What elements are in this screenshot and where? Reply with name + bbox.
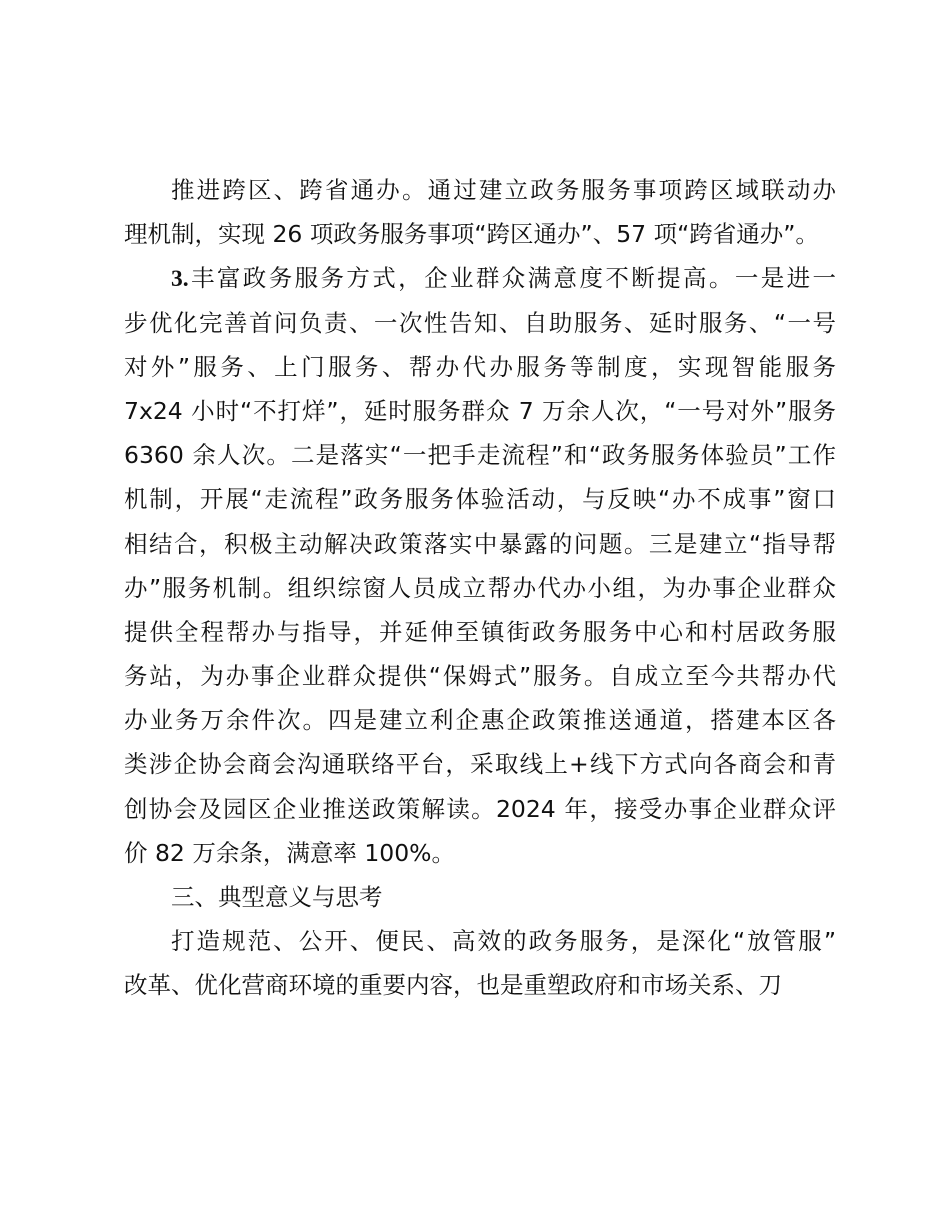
- paragraph-line: [124, 168, 836, 212]
- paragraph-line: [124, 963, 836, 1007]
- text-span: 创协会及园区企业推送政策解读。2024 年，接受办事企业群众评: [124, 794, 836, 823]
- paragraph-line: [124, 698, 836, 742]
- text-span: 步优化完善首问负责、一次性告知、自助服务、延时服务、“一号: [124, 308, 836, 337]
- heading-text: 三、典型意义与思考: [171, 883, 383, 911]
- paragraph-line: [124, 212, 836, 256]
- section-number: 3.: [171, 266, 189, 293]
- text-span: 机制，开展“走流程”政务服务体验活动，与反映“办不成事”窗口: [124, 485, 836, 514]
- text-span: 类涉企协会商会沟通联络平台，采取线上+线下方式向各商会和青: [124, 750, 836, 779]
- text-span: 对外”服务、上门服务、帮办代办服务等制度，实现智能服务: [124, 352, 836, 381]
- paragraph-line: [124, 742, 836, 786]
- paragraph-line: [124, 610, 836, 654]
- paragraph-line: [124, 787, 836, 831]
- paragraph-line: [124, 566, 836, 610]
- text-span: 6360 余人次。二是落实“一把手走流程”和“政务服务体验员”工作: [124, 441, 836, 470]
- paragraph-line: [124, 919, 836, 963]
- text-span: 打造规范、公开、便民、高效的政务服务，是深化“放管服”: [171, 927, 836, 956]
- chapter-heading: [124, 875, 836, 919]
- paragraph-line: [124, 433, 836, 477]
- text-span: 办业务万余件次。四是建立利企惠企政策推送通道，搭建本区各: [124, 706, 836, 735]
- text-span: 7x24 小时“不打烊”，延时服务群众 7 万余人次，“一号对外”服务: [124, 396, 836, 425]
- text-span: 提供全程帮办与指导，并延伸至镇街政务服务中心和村居政务服: [124, 617, 836, 646]
- paragraph-line: [124, 831, 836, 875]
- document-body: [124, 168, 836, 1008]
- text-span: 办”服务机制。组织综窗人员成立帮办代办小组，为办事企业群众: [124, 573, 836, 602]
- text-span: 务站，为办事企业群众提供“保姆式”服务。自成立至今共帮办代: [124, 662, 836, 691]
- text-span: 价 82 万余条，满意率 100%。: [124, 838, 455, 867]
- paragraph-line: [124, 345, 836, 389]
- text-span: 推进跨区、跨省通办。通过建立政务服务事项跨区域联动办: [171, 176, 836, 204]
- paragraph-line: [124, 389, 836, 433]
- paragraph-line: [124, 654, 836, 698]
- text-span: 丰富政务服务方式，企业群众满意度不断提高。一是进一: [188, 264, 836, 293]
- section-heading-line: [124, 256, 836, 300]
- paragraph-line: [124, 522, 836, 566]
- paragraph-line: [124, 477, 836, 521]
- text-span: 相结合，积极主动解决政策落实中暴露的问题。三是建立“指导帮: [124, 529, 836, 558]
- text-span: 理机制，实现 26 项政务服务事项“跨区通办”、57 项“跨省通办”。: [124, 220, 819, 249]
- text-span: 改革、优化营商环境的重要内容，也是重塑政府和市场关系、刀: [124, 971, 782, 1000]
- paragraph-line: [124, 301, 836, 345]
